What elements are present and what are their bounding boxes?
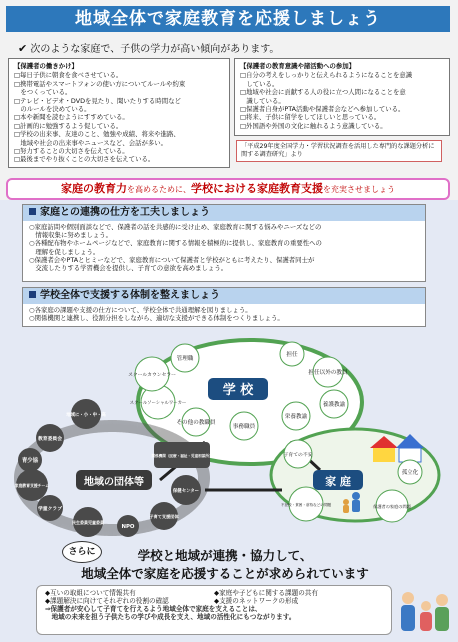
- list-item: □将来、子供に留学をしてほしいと思っている。: [240, 113, 381, 122]
- parent-awareness-box: [234, 58, 450, 136]
- list-item: □計画的に勉強するよう促している。: [14, 121, 123, 130]
- parent-actions-box: [8, 58, 230, 168]
- list-item: 交流したりする学習機会を提供し、子育ての意欲を高めましょう。: [29, 264, 228, 273]
- list-item: ○各種配布物やホームページなどで、家庭教育に関する情報を積極的に提供し、家庭教育の重要性への: [29, 239, 322, 248]
- page-title: 地域全体で家庭教育を応援しましょう: [6, 6, 450, 32]
- section-heading-text: 学校全体で支援する体制を整えましょう: [40, 290, 220, 301]
- list-item: 地域や社会の出来事やニュースなど、会話が多い。: [14, 138, 168, 147]
- box-heading: 【保護者の教育意識や諸活動への参加】: [240, 62, 356, 70]
- square-bullet-icon: [29, 208, 36, 215]
- section-heading-text: 家庭との連携の仕方を工夫しましょう: [40, 207, 210, 218]
- list-item: ○関係機関と連携し、役割分担をしながら、適切な支援ができる体制をつくりましょう。: [29, 314, 284, 323]
- home-label: 家 庭: [325, 475, 351, 488]
- community-node-label: 関係機関（医療・福祉・児童相談所）: [151, 454, 213, 458]
- home-node-label: 孤立化: [401, 470, 419, 476]
- school-node-label: その他の教職員: [176, 420, 216, 426]
- school-node-label: スクールカウンセラー: [128, 373, 176, 378]
- community-node-label: NPO: [121, 524, 135, 530]
- sarani-badge: さらに: [62, 541, 102, 563]
- community-label: 地域の団体等: [84, 477, 144, 488]
- list-item: ◆互いの取組について情報共有: [45, 589, 136, 597]
- list-item: □地域や社会に貢献する人の役に立つ人間になることを意: [240, 88, 406, 97]
- square-bullet-icon: [29, 291, 36, 298]
- school-node-label: 担任以外の教員: [308, 370, 348, 376]
- community-node-label: 家庭教育支援チーム: [14, 483, 50, 488]
- list-item: □保護者自身がPTA活動や保護者会などへ参加している。: [240, 105, 405, 114]
- list-item: 識している。: [240, 96, 285, 105]
- list-item: をつくっている。: [14, 88, 72, 97]
- section-school-support: [22, 287, 426, 327]
- community-node-label: 保健センター: [172, 489, 200, 494]
- home-node-label: 不登校・貧困・虐待などの問題: [280, 503, 332, 507]
- box-heading: 【保護者の働きかけ】: [14, 62, 78, 70]
- banner-main: 学校における家庭教育支援: [191, 182, 323, 195]
- school-node-label: 養護教諭: [322, 402, 346, 408]
- banner: [6, 178, 450, 200]
- section-heading: [23, 288, 425, 304]
- summary-result-2: 地域の未来を担う子供たちの学びや成長を支え、地域の活性化にもつながります。: [45, 613, 296, 621]
- community-node-label: 子育て支援団体: [149, 514, 179, 519]
- list-item: □携帯電話やスマートフォンの使い方についてルールや約束: [14, 79, 186, 88]
- support-network-diagram: [0, 330, 458, 544]
- section-heading: [23, 205, 425, 221]
- list-item: □自分の考えをしっかりと伝えられるようになることを意識: [240, 71, 413, 80]
- banner-post: を充実させましょう: [323, 185, 395, 194]
- list-item: 情報収集に努めましょう。: [29, 231, 113, 240]
- community-node-label: 地域に・小・中・高: [66, 413, 106, 418]
- school-node-label: 管理職: [176, 356, 194, 362]
- list-item: □努力することの大切さを伝えている。: [14, 147, 129, 156]
- community-node-label: 民生委員児童委員: [72, 520, 104, 525]
- list-item: ○各家庭の課題や支援の仕方について、学校全体で共通理解を図りましょう。: [29, 306, 252, 314]
- closing-line-2: 地域全体で家庭を応援することが求められています: [81, 566, 369, 581]
- list-item: □外国語や外国の文化に触れるよう意識している。: [240, 121, 387, 130]
- list-item: ◆支援のネットワークの形成: [214, 597, 299, 605]
- list-item: □本や新聞を読むようにすすめている。: [14, 113, 129, 122]
- home-node-label: 保護者の家庭の問題: [373, 504, 411, 509]
- list-item: □テレビ・ビデオ・DVDを見たり、聞いたりする時間など: [14, 96, 181, 105]
- lead-label: 次のような家庭で、子供の学力が高い傾向があります。: [30, 44, 280, 55]
- school-node-label: 担任: [286, 352, 298, 358]
- banner-pre: 家庭の教育力: [61, 182, 127, 195]
- list-item: ○家庭訪問や個別面談などで、保護者の話を共感的に受け止め、家庭教育に関する悩みやニーズなどの: [29, 223, 322, 231]
- closing-message: [40, 546, 410, 582]
- community-node-label: 青少協: [21, 458, 39, 464]
- section-home-collaboration: [22, 204, 426, 282]
- list-item: ◆課題解決に向けてそれぞれの役割の確認: [45, 597, 169, 605]
- source-note: 「平成29年度全国学力・学習状況調査を活用した専門的な課題分析に関する調査研究」より: [236, 140, 442, 162]
- list-item: ○保護者会やPTAとヒミーなどで、家庭教育について保護者と学校がともに考えたり、保護者同士が: [29, 255, 315, 264]
- list-item: ◆家庭や子どもに関する課題の共有: [214, 589, 318, 597]
- school-node-label: スクールソーシャルワーカー: [129, 401, 187, 406]
- closing-line-1: 学校と地域が連携・協力して、: [137, 548, 313, 563]
- list-item: 理解を促しましょう。: [29, 247, 100, 256]
- school-label: 学 校: [222, 383, 254, 398]
- list-item: のルールを決めている。: [14, 105, 91, 114]
- community-node-label: 教育委員会: [38, 437, 62, 442]
- list-item: □学校の出来事、友達のこと、勉強や成績、将来や進路、: [14, 130, 180, 139]
- home-node-label: 子育ての不安: [283, 453, 313, 458]
- summary-row: [45, 589, 383, 597]
- community-node-label: 学童クラブ: [38, 507, 62, 512]
- list-item: □最後までやり抜くことの大切さを伝えている。: [14, 155, 155, 164]
- section-body: [23, 221, 425, 274]
- school-node-label: 栄養教諭: [284, 414, 308, 420]
- bottom-summary-box: [36, 585, 392, 635]
- lead-text: ✔ 次のような家庭で、子供の学力が高い傾向があります。: [18, 42, 280, 55]
- summary-row: [45, 597, 383, 605]
- school-node-label: 事務職員: [232, 424, 256, 430]
- family-icon: [396, 588, 452, 638]
- banner-mid: を高めるために、: [127, 185, 191, 194]
- list-item: している。: [240, 79, 279, 88]
- list-item: □毎日子供に朝食を食べさせている。: [14, 71, 123, 80]
- section-body: [23, 304, 425, 324]
- summary-result-1: ⇒保護者が安心して子育てを行えるよう地域全体で家庭を支えることは、: [45, 605, 262, 613]
